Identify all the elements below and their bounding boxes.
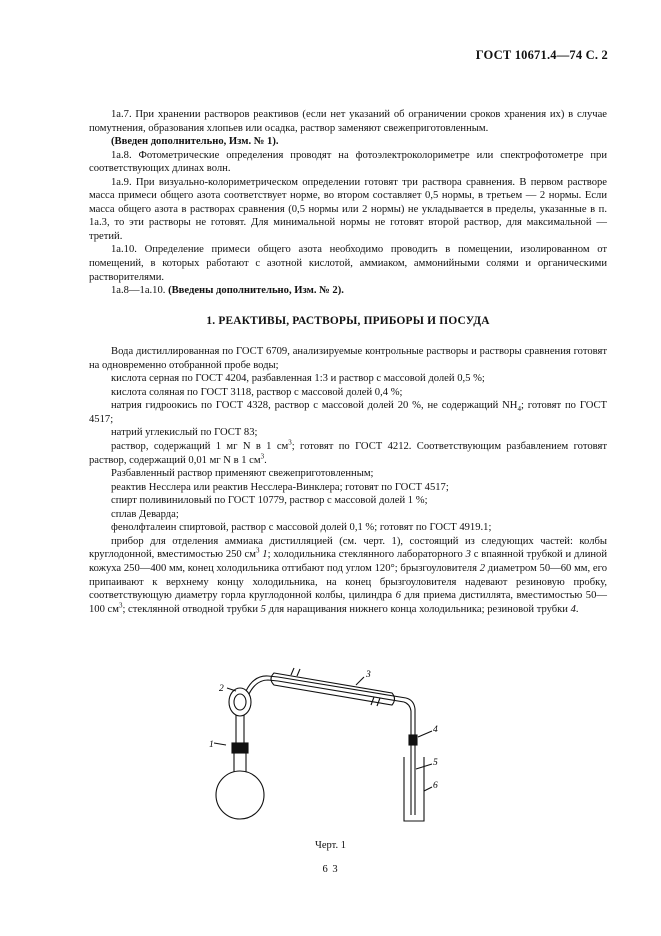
item-text: натрия гидроокись по ГОСТ 4328, раствор с массовой долей 20 %, не содержащий NH [111, 400, 518, 412]
part-number: 5 [260, 603, 266, 615]
item-text: прибор для отделения аммиака дистилляцией (см. черт. 1), состоящий из следующих частей: колбы круглодонной, вместимостью 250 см [89, 535, 607, 561]
leader-line-3 [356, 677, 364, 685]
flask-neck [234, 753, 246, 772]
item-text: с впаянной трубкой и длиной кожуха 250—400 мм, конец холодильника отгибают под углом 120°; брызгоуловителя [89, 549, 607, 574]
amendment-note-2 [89, 284, 607, 298]
page-header: ГОСТ 10671.4—74 С. 2 [475, 48, 608, 62]
splash-trap [229, 688, 251, 716]
leader-line-6 [424, 787, 432, 791]
figure-caption: Черт. 1 [315, 840, 346, 851]
amendment-text: (Введены дополнительно, Изм. № 2). [168, 285, 344, 297]
receiving-cylinder [404, 757, 424, 821]
superscript: 3 [118, 601, 123, 610]
part-number: 6 [395, 590, 401, 602]
part-number: 4 [570, 603, 576, 615]
item-devarda-alloy: сплав Деварда; [111, 508, 179, 520]
item-diluted-solution: Разбавленный раствор применяют свежеприготовленным; [111, 468, 374, 480]
part-number: 2 [479, 562, 486, 574]
item-sodium-carbonate: натрий углекислый по ГОСТ 83; [111, 427, 258, 439]
document-body [89, 108, 607, 616]
item-hydrochloric-acid: кислота соляная по ГОСТ 3118, раствор с массовой долей 0,4 %; [111, 386, 403, 398]
item-text: диаметром 50—60 мм, его припаивают к верхнему концу холодильника, на конец брызгоуловителя надевают резиновую пробку, соответствующую диаметру горла круглодонной колбы, цилиндра [89, 562, 607, 602]
superscript: 3 [288, 438, 292, 447]
item-text: . [264, 454, 267, 466]
item-polyvinyl-alcohol: спирт поливиниловый по ГОСТ 10779, раствор с массовой долей 1 %; [111, 495, 428, 507]
rubber-tube [409, 735, 417, 745]
item-text: раствор, содержащий 1 мг N в 1 см [111, 441, 289, 453]
item-text: для наращивания нижнего конца холодильника; резиновой трубки [265, 603, 571, 615]
subscript: 4 [517, 405, 521, 414]
leader-line-4 [418, 731, 432, 737]
item-text: ; холодильника стеклянного лабораторного [267, 549, 466, 561]
distillation-apparatus-diagram [196, 665, 466, 833]
item-nitrogen-solution [89, 440, 607, 467]
glass-outlet-tube [411, 745, 415, 815]
section-title: 1. РЕАКТИВЫ, РАСТВОРЫ, ПРИБОРЫ И ПОСУДА [206, 314, 490, 327]
condenser-inner-tube [278, 677, 406, 698]
item-text: . [575, 603, 579, 615]
amendment-note-1: (Введен дополнительно, Изм. № 1). [111, 136, 279, 148]
round-bottom-flask [216, 771, 264, 819]
label-4: 4 [433, 725, 438, 735]
item-nessler-reagent: реактив Несслера или реактив Несслера-Винклера; готовят по ГОСТ 4517; [111, 481, 449, 493]
label-2: 2 [219, 684, 224, 694]
rubber-stopper [232, 743, 248, 753]
page-number: 6 3 [322, 864, 339, 875]
label-6: 6 [433, 781, 438, 791]
item-sulfuric-acid: кислота серная по ГОСТ 4204, разбавленная 1:3 и раствор с массовой долей 0,5 %; [111, 373, 485, 385]
paragraph-1a7: 1а.7. При хранении растворов реактивов (если нет указаний об ограничении сроков хранения их) в случае помутнения, образования хлопьев или осадка, раствор заменяют свежеприготовленным. [89, 109, 607, 134]
label-1: 1 [209, 740, 214, 750]
item-phenolphthalein: фенолфталеин спиртовой, раствор с массовой долей 0,1 %; готовят по ГОСТ 4919.1; [111, 522, 492, 534]
part-number: 3 [465, 549, 471, 561]
item-sodium-hydroxide [89, 399, 607, 426]
item-text: для приема дистиллята, вместимостью 50—100 см [89, 590, 607, 615]
label-5: 5 [433, 758, 438, 768]
item-text: ; стеклянной отводной трубки [122, 603, 261, 615]
item-distillation-apparatus [89, 535, 607, 616]
paragraph-1a9: 1а.9. При визуально-колориметрическом определении готовят три раствора сравнения. В первом растворе масса примеси общего азота соответствует норме, во втором составляет 0,5 нормы, в третьем — 2 нормы. Если масса общего азота в растворах сравнения (0,5 нормы или 2 нормы) не укладывается в пределы, указанные в п. 1а.3, то эти растворы не готовят. Для минимальной нормы не готовят второй раствор, для максимальной — третий. [89, 176, 607, 242]
condenser-jacket [271, 673, 395, 705]
connecting-tube [236, 715, 244, 743]
part-number: 1 [259, 549, 268, 561]
paragraph-1a8: 1а.8. Фотометрические определения проводят на фотоэлектроколориметре или спектрофотометре при соответствующих длинах волн. [89, 149, 607, 175]
item-text: ; готовят по ГОСТ 4212. Соответствующим разбавлением готовят раствор, содержащий 0,01 мг N в 1 см [89, 441, 607, 466]
leader-line-1 [214, 743, 226, 745]
superscript: 3 [255, 546, 260, 555]
paragraph-1a10: 1а.10. Определение примеси общего азота необходимо проводить в помещении, изолированном от помещений, в которых работают с азотной кислотой, аммиаком, аммонийными солями и органическими растворителями. [89, 244, 607, 283]
item-text: ; готовят по ГОСТ 4517; [89, 400, 608, 425]
item-water: Вода дистиллированная по ГОСТ 6709, анализируемые контрольные растворы и растворы сравнения готовят на одновременно отобранной пробе воды; [89, 346, 607, 371]
amendment-range: 1а.8—1а.10. [111, 285, 169, 297]
label-3: 3 [366, 670, 371, 680]
superscript: 3 [260, 452, 265, 461]
